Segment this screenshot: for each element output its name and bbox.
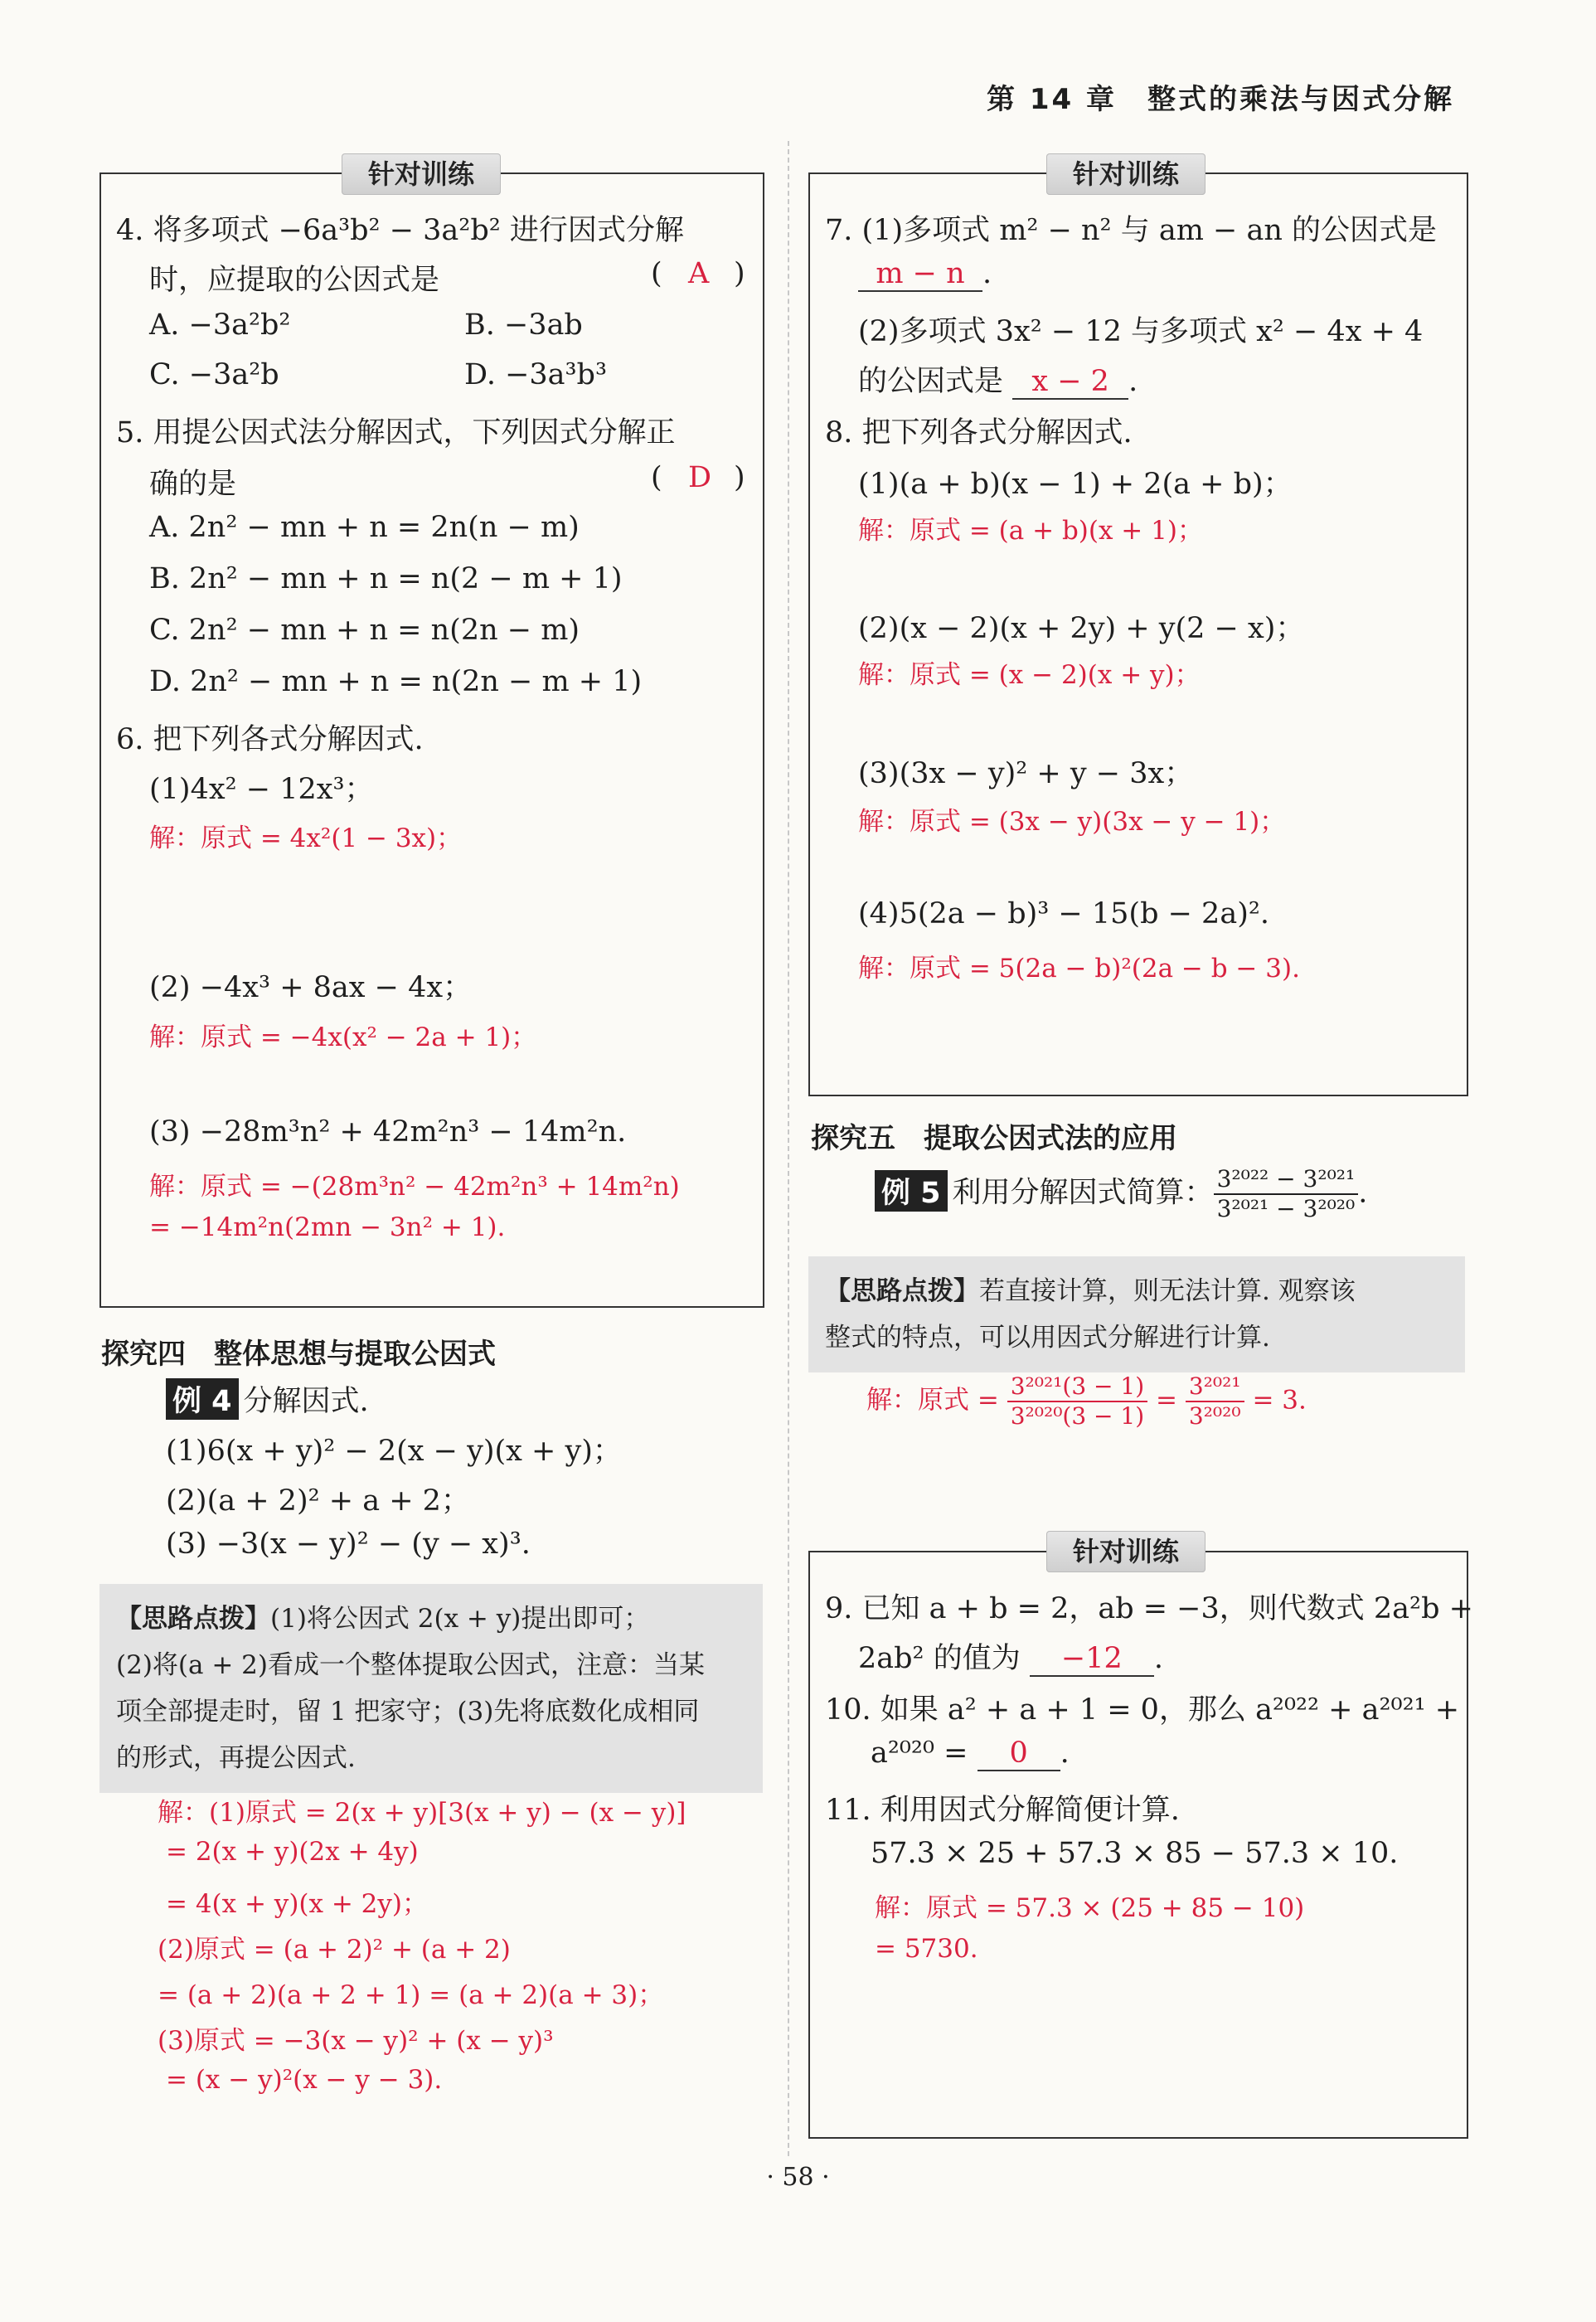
- q8-part4-solution: 解：原式 = 5(2a − b)²(2a − b − 3).: [858, 954, 1300, 984]
- q6-part3-solution-2: = −14m²n(2mn − 3n² + 1).: [149, 1212, 506, 1242]
- q7-blank2: x − 2: [1012, 365, 1128, 400]
- practice-tag-right-bottom: 针对训练: [1046, 1531, 1205, 1572]
- example-4-part3: (3) −3(x − y)² − (y − x)³.: [166, 1528, 531, 1561]
- hint-5-title: 【思路点拨】: [825, 1276, 979, 1306]
- q8-part2: (2)(x − 2)(x + 2y) + y(2 − x)；: [858, 612, 1305, 645]
- example-4-solution-1: 解：(1)原式 = 2(x + y)[3(x + y) − (x − y)]: [158, 1798, 686, 1828]
- section-4-title: 探究四 整体思想与提取公因式: [101, 1338, 496, 1371]
- q4-option-b: B. −3ab: [464, 308, 583, 342]
- example-5-solution-equals: =: [1156, 1385, 1177, 1416]
- example-4-part1: (1)6(x + y)² − 2(x − y)(x + y)；: [166, 1435, 622, 1468]
- q7-line1: 7. (1)多项式 m² − n² 与 am − an 的公因式是: [825, 214, 1438, 247]
- example-4-solution-4: (2)原式 = (a + 2)² + (a + 2): [158, 1935, 511, 1965]
- example-5-fraction-denominator: 3²⁰²¹ − 3²⁰²⁰: [1216, 1195, 1356, 1222]
- q5-line1: 5. 用提公因式法分解因式，下列因式分解正: [116, 416, 676, 449]
- column-divider: [788, 141, 789, 2156]
- q7-blank1-row: [858, 257, 992, 292]
- q7-dot1: .: [982, 257, 992, 290]
- practice-tag-left: 针对训练: [342, 153, 501, 195]
- q7-line2: (2)多项式 3x² − 12 与多项式 x² − 4x + 4: [858, 315, 1424, 348]
- q8-part2-solution: 解：原式 = (x − 2)(x + y)；: [858, 660, 1201, 690]
- q11-title: 11. 利用因式分解简便计算.: [825, 1794, 1180, 1827]
- hint-5-line1: 若直接计算，则无法计算. 观察该: [979, 1276, 1356, 1306]
- example-5-fraction-numerator: 3²⁰²² − 3²⁰²¹: [1214, 1165, 1359, 1195]
- q9-blank: −12: [1030, 1642, 1154, 1677]
- q4-paren-right: ): [734, 257, 745, 290]
- q4-paren-left: (: [651, 257, 662, 290]
- q6-title: 6. 把下列各式分解因式.: [116, 723, 424, 756]
- q8-part1: (1)(a + b)(x − 1) + 2(a + b)；: [858, 468, 1293, 501]
- q8-part3-solution: 解：原式 = (3x − y)(3x − y − 1)；: [858, 807, 1286, 837]
- example-5-solution-fraction2-numerator: 3²⁰²¹: [1186, 1372, 1244, 1402]
- example-4-part2: (2)(a + 2)² + a + 2；: [166, 1484, 470, 1518]
- q4-line1: 4. 将多项式 −6a³b² − 3a²b² 进行因式分解: [116, 214, 684, 247]
- example-5-end: .: [1358, 1176, 1368, 1210]
- example-4-solution-6: (3)原式 = −3(x − y)² + (x − y)³: [158, 2026, 554, 2056]
- chapter-header: 第 14 章 整式的乘法与因式分解: [987, 83, 1454, 116]
- q6-part3: (3) −28m³n² + 42m²n³ − 14m²n.: [149, 1115, 627, 1149]
- example-5-solution-fraction2-denominator: 3²⁰²⁰: [1188, 1402, 1241, 1430]
- q5-option-b: B. 2n² − mn + n = n(2 − m + 1): [149, 562, 623, 595]
- hint-box-5: [808, 1256, 1465, 1372]
- q10-blank: 0: [977, 1737, 1060, 1771]
- q6-part1-solution: 解：原式 = 4x²(1 − 3x)；: [149, 823, 463, 853]
- section-5-title: 探究五 提取公因式法的应用: [811, 1122, 1177, 1155]
- example-4-solution-2: = 2(x + y)(2x + 4y): [166, 1837, 419, 1867]
- example-5-solution-fraction2: [1186, 1372, 1244, 1431]
- q5-answer: D: [688, 461, 712, 494]
- q10-line2-text: a²⁰²⁰ =: [871, 1737, 968, 1770]
- q6-part3-solution-1: 解：原式 = −(28m³n² − 42m²n³ + 14m²n): [149, 1172, 680, 1202]
- q8-part1-solution: 解：原式 = (a + b)(x + 1)；: [858, 516, 1203, 546]
- q8-part3: (3)(3x − y)² + y − 3x；: [858, 757, 1194, 790]
- q6-part2-solution: 解：原式 = −4x(x² − 2a + 1)；: [149, 1023, 537, 1052]
- q11-expression: 57.3 × 25 + 57.3 × 85 − 57.3 × 10.: [871, 1837, 1399, 1870]
- example-4-solution-3: = 4(x + y)(x + 2y)；: [166, 1889, 429, 1919]
- q9-line1: 9. 已知 a + b = 2，ab = −3，则代数式 2a²b +: [825, 1592, 1473, 1625]
- example-4-solution-7: = (x − y)²(x − y − 3).: [166, 2065, 443, 2095]
- q11-solution-1: 解：原式 = 57.3 × (25 + 85 − 10): [875, 1893, 1305, 1923]
- example-5-solution-fraction1: [1007, 1372, 1147, 1431]
- example-5-badge: 例 5: [875, 1170, 948, 1212]
- q10-line1: 10. 如果 a² + a + 1 = 0，那么 a²⁰²² + a²⁰²¹ +: [825, 1693, 1460, 1727]
- example-5-fraction: [1214, 1165, 1359, 1223]
- example-4-solution-5: = (a + 2)(a + 2 + 1) = (a + 2)(a + 3)；: [158, 1980, 664, 2010]
- example-5-solution-fraction1-numerator: 3²⁰²¹(3 − 1): [1007, 1372, 1147, 1402]
- hint-box-4: [99, 1584, 763, 1793]
- example-5: [875, 1165, 1367, 1223]
- practice-tag-right-top: 针对训练: [1046, 153, 1205, 195]
- q9-line2: [858, 1635, 1163, 1677]
- example-4-badge: 例 4: [166, 1378, 239, 1420]
- q7-line3: [858, 358, 1138, 400]
- example-5-solution-end: = 3.: [1252, 1385, 1307, 1416]
- q7-blank1: m − n: [858, 257, 982, 292]
- q5-line2: 确的是: [149, 468, 237, 501]
- hint-4-line2: (2)将(a + 2)看成一个整体提取公因式，注意：当某: [116, 1650, 705, 1680]
- example-5-solution: [866, 1372, 1307, 1431]
- q5-option-d: D. 2n² − mn + n = n(2n − m + 1): [149, 665, 643, 698]
- hint-4-line3: 项全部提走时，留 1 把家守；(3)先将底数化成相同: [116, 1697, 700, 1727]
- q10-line2: [871, 1737, 1070, 1771]
- hint-4-line4: 的形式，再提公因式.: [116, 1743, 356, 1773]
- example-5-text: 利用分解因式简算：: [952, 1176, 1214, 1210]
- q5-option-c: C. 2n² − mn + n = n(2n − m): [149, 614, 580, 647]
- q10-dot: .: [1060, 1737, 1070, 1770]
- q7-line3-text: 的公因式是: [858, 365, 1004, 398]
- q6-part2: (2) −4x³ + 8ax − 4x；: [149, 971, 473, 1004]
- example-4-text: 分解因式.: [243, 1385, 369, 1418]
- q5-option-a: A. 2n² − mn + n = 2n(n − m): [149, 511, 580, 544]
- q4-answer: A: [688, 257, 710, 290]
- example-5-solution-prefix: 解：原式 =: [866, 1385, 999, 1416]
- q4-option-a: A. −3a²b²: [149, 308, 291, 342]
- q9-line2-text: 2ab² 的值为: [858, 1642, 1021, 1675]
- q5-paren-right: ): [734, 461, 745, 494]
- hint-4-line1: (1)将公因式 2(x + y)提出即可；: [270, 1604, 650, 1634]
- q7-dot2: .: [1128, 365, 1138, 398]
- example-4: [166, 1378, 369, 1420]
- q6-part1: (1)4x² − 12x³；: [149, 773, 374, 806]
- example-5-solution-fraction1-denominator: 3²⁰²⁰(3 − 1): [1010, 1402, 1145, 1430]
- page-number: · 58 ·: [766, 2163, 830, 2192]
- q8-part4: (4)5(2a − b)³ − 15(b − 2a)².: [858, 897, 1269, 930]
- hint-4-title: 【思路点拨】: [116, 1604, 270, 1634]
- q9-dot: .: [1153, 1642, 1163, 1675]
- hint-5-line2: 整式的特点，可以用因式分解进行计算.: [825, 1323, 1270, 1353]
- q4-line2: 时，应提取的公因式是: [149, 264, 440, 297]
- q11-solution-2: = 5730.: [875, 1934, 978, 1964]
- q8-title: 8. 把下列各式分解因式.: [825, 416, 1133, 449]
- q4-option-c: C. −3a²b: [149, 358, 279, 391]
- q5-paren-left: (: [651, 461, 662, 494]
- q4-option-d: D. −3a³b³: [464, 358, 607, 391]
